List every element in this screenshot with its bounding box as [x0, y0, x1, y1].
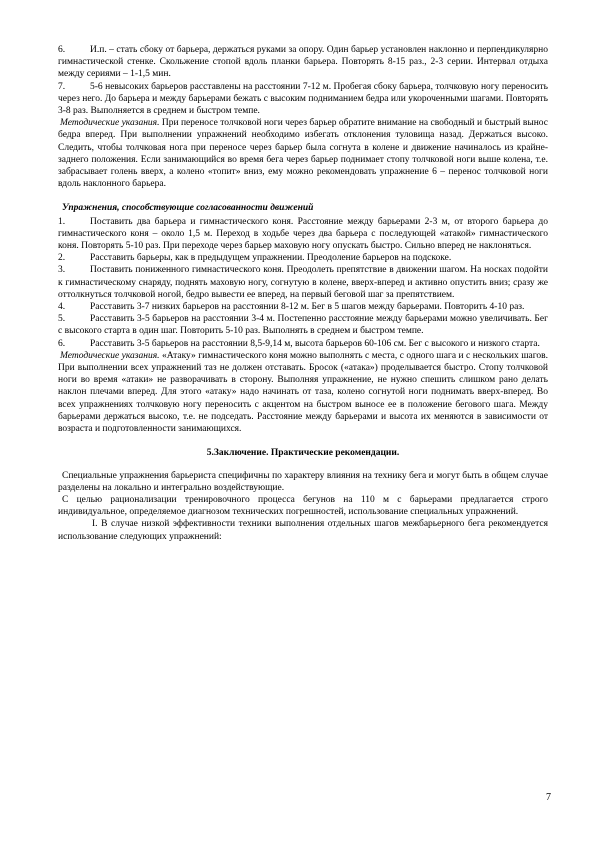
list-text: 5-6 невысоких барьеров расставлены на расстоянии 7-12 м. Пробегая сбоку барьера, толчковую ногу переносить через него. До барьера и между барьерами бежать с высоким подниманием бедра или укороченными шагами. Повторять 3-8 раз. Выполняется в среднем и быстром темпе.: [58, 81, 548, 117]
list-item-3: [58, 264, 548, 301]
list-number: 2.: [58, 253, 66, 264]
page-number: 7: [546, 792, 551, 803]
methodical-note-2: [58, 350, 548, 435]
conclusion-paragraph-2: С целью рационализации тренировочного процесса бегунов на 110 м с барьерами предлагается строго индивидуальное, определяемое диагнозом технических погрешностей, использование специальных упражнений.: [58, 494, 548, 518]
list-number: 3.: [58, 265, 66, 276]
methodical-label: Методические указания.: [60, 118, 160, 129]
list-number: 1.: [58, 216, 66, 227]
list-number: 7.: [58, 81, 66, 92]
list-text: И.п. – стать сбоку от барьера, держаться руками за опору. Один барьер установлен наклонно и перпендикулярно гимнастической стенке. Скольжение стопой вдоль планки барьера. Повторять 8-15 раз., 2-3 серии. Интервал отдыха между сериями – 1-1,5 мин.: [58, 45, 548, 80]
list-text: Расставить барьеры, как в предыдущем упражнении. Преодоление барьеров на подскоке.: [90, 253, 452, 264]
list-item-2: [58, 252, 548, 264]
methodical-text: «Атаку» гимнастического коня можно выполнять с места, с одного шага и с нескольких шагов. При выполнении всех упражнений таз не должен отставать. Бросок («атака») проделывается быстро. Стопу толчковой ноги во время «атаки» не разворачивать в сторону. Выполняя упражнение, не нужно спешить слишком рано делать наклон плечами вперед. Для этого «атаку» надо начинать от таза, колено согнутой ноги поднимать вверх-вперед. Во всех упражнениях толчковую ногу переносить с акцентом на быстром выносе ее в положение бегового шага. Между барьерами держаться высоко, т.е. не подседать. Расстояние между барьерами и высота их меняются в зависимости от возраста и подготовленности занимающихся.: [58, 350, 548, 435]
conclusion-paragraph-1: Специальные упражнения барьериста специфичны по характеру влияния на технику бега и могут быть в общем случае разделены на локально и интегрально воздействующие.: [58, 470, 548, 493]
list-number: 6.: [58, 45, 66, 55]
list-number: 5.: [58, 314, 66, 325]
list-text: Расставить 3-5 барьеров на расстоянии 8,5-9,14 м, высота барьеров 60-106 см. Бег с высокого и низкого старта.: [90, 338, 540, 349]
subsection-heading: Упражнения, способствующие согласованности движений: [62, 203, 314, 214]
list-text: Поставить два барьера и гимнастического коня. Расстояние между барьерами 2-3 м, от второго барьера до гимнастического коня – около 1,5 м. Переход в ходьбе через два барьера с последующей «атакой» гимнастического коня. Повторять 5-10 раз. При переходе через барьер маховую ногу опускать быстро. Сильно вперед не наклоняться.: [58, 216, 548, 252]
list-number: 6.: [58, 338, 66, 349]
list-item-5: [58, 313, 548, 337]
list-text: Расставить 3-7 низких барьеров на расстоянии 8-12 м. Бег в 5 шагов между барьерами. Повторить 4-10 раз.: [90, 302, 525, 313]
methodical-text: При переносе толчковой ноги через барьер обратите внимание на свободный и быстрый вынос бедра вперед. При выполнении упражнений необходимо избегать отклонения туловища назад. Держаться высоко. Следить, чтобы толчковая нога при переносе через барьер была согнута в колене и движение начиналось из крайне-заднего положения. Если занимающийся во время бега через барьер поднимает стопу толчковой ноги выше колена, т.е. забрасывает голень вверх, а колено «топит» вниз, ему можно рекомендовать упражнение 6 – перенос толчковой ноги вдоль наклонного барьера.: [58, 118, 548, 190]
list-item-6: [58, 44, 548, 81]
list-text: Поставить пониженного гимнастического коня. Преодолеть препятствие в движении шагом. На носках подойти к гимнастическому снаряду, поднять маховую ногу, согнутую в колене, вверх-вперед и активно опустить вниз; сразу же оттолкнуться толчковой ногой, бедро вывести ее вперед, на первый беговой шаг за препятствием.: [58, 265, 548, 300]
methodical-note-1: [58, 117, 548, 190]
list-item-6b: [58, 338, 548, 350]
list-item-4: [58, 301, 548, 313]
methodical-label: Методические указания.: [60, 350, 160, 361]
conclusion-paragraph-3: I. В случае низкой эффективности техники выполнения отдельных шагов межбарьерного бега рекомендуется использование следующих упражнений:: [58, 519, 548, 542]
list-item-7: [58, 81, 548, 118]
section-title: 5.Заключение. Практические рекомендации.: [206, 448, 400, 459]
list-number: 4.: [58, 302, 66, 313]
list-item-1: [58, 216, 548, 253]
page-content: [58, 44, 548, 543]
list-text: Расставить 3-5 барьеров на расстоянии 3-4 м. Постепенно расстояние между барьерами можно увеличивать. Бег с высокого старта в один шаг. Повторить 5-10 раз. Выполнять в среднем и быстром темпе.: [58, 314, 548, 337]
